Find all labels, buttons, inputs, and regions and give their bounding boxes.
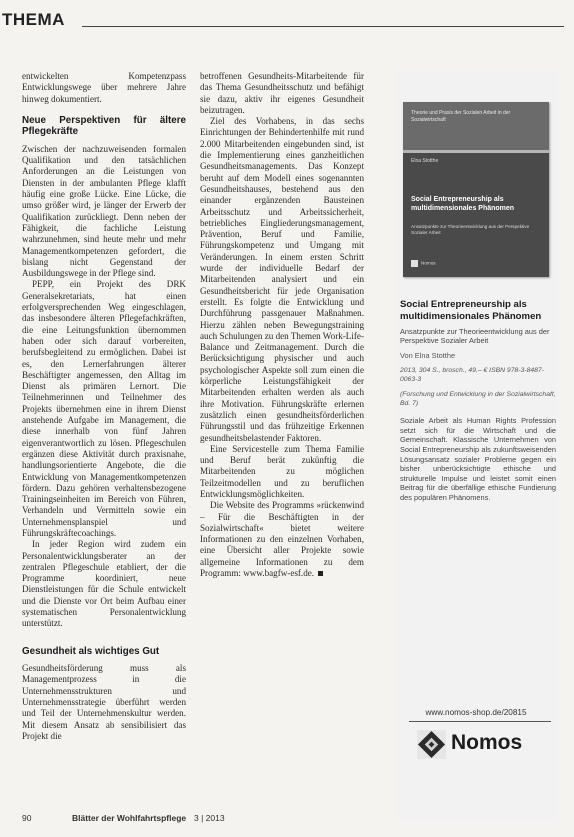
issue-number: 3 | 2013 (194, 813, 225, 823)
shop-link[interactable]: www.nomos-shop.de/20815 (425, 708, 527, 717)
end-mark-icon (318, 571, 323, 576)
paragraph: betroffenen Gesundheits-Mitarbeitende für das Thema Gesundheitsschutz und befähigt sie dazu, aktiv ihr eigenes Gesundheit beizutragen. (200, 71, 364, 115)
publisher-brand[interactable] (417, 728, 555, 762)
paragraph: PEPP, ein Projekt des DRK Generalsekretariats, hat einen erfolgversprechenden Weg eingeschlagen, das insbesondere älteren Pflegefachkräften, die eine Leitungsfunktion übernommen haben oder sich darauf vorbereiten, berufsbegleitend zu ermöglichen. Dabei ist es, den Lernerfahrungen älterer Beschäftigter angemessen, den Alltag im Dienst als primären Lernort. Die Teilnehmerinnen und Teilnehmer des Projekts übernehmen eine in ihrem Dienst anstehende Aufgabe im Management, die diese innerhalb von fünf Jahren eigenverantwortlich zu lösen. Pflegeschulen ergänzen diese Aktivität durch praxisnahe, handlungsorientierte Angebote, die die Entwicklung von Managementkompetenzen fördern. Dazu gehören verhaltensbezogene Trainingseinheiten im Bereich von Führen, Verhandeln und Vermitteln sowie ein Unternehmensplanspiel und Führungskräftecoachings. (22, 279, 186, 538)
paragraph: Ziel des Vorhabens, in das sechs Einrichtungen der Behindertenhilfe mit rund 2.000 Mitarbeitenden eingebunden sind, ist die Implementierung eines ganzheitlichen Gesundheitsmanagements. Das Konzept beruht auf dem Modell eines sogenannten Gesundheitshauses, bestehend aus den einander ergänzenden Bausteinen Arbeitsschutz und Arbeitssicherheit, betriebliches Eingliederungsmanagement, Prävention, Beruf und Familie, Führungskompetenz und Umgang mit Veränderungen. In einem ersten Schritt wurde der individuelle Bedarf der Mitarbeitenden analysiert und ein Gesundheitsbericht für jede Organisation erstellt. Es folgte die Entwicklung und Durchführung passgenauer Maßnahmen. Hierzu zählen neben Bewegungstraining auch Schulungen zu den Themen Work-Life-Balance und Zeitmanagement. Durch die Berücksichtigung physischer und auch psychologischer Aspekte soll zum einen die körperliche Leistungsfähigkeit der Mitarbeitenden erhalten werden als auch ihre Motivation. Führungskräfte erlernen zusätzlich einen gesundheitsförderlichen Führungsstil und das frühzeitige Erkennen gesundheitsbelastender Faktoren. (200, 116, 364, 443)
heading-perspektiven: Neue Perspektiven für ältere Pflegekräfte (22, 114, 186, 138)
book-cover-author: Elna Stotthe (411, 158, 439, 164)
paragraph: Zwischen der nachzuweisenden formalen Qualifikation und den tatsächlichen Anforderungen an die Leistungen von Diensten in der ambulanten Pflege klafft häufig eine große Lücke. Eine Lücke, die umso größer wird, je länger der Erwerb der Qualifikation zurückliegt. Denn neben der Fähigkeit, die fachliche Leistung wahrzunehmen, sind heute mehr und mehr Managementkompetenzen gefordert, die bislang nicht Gegenstand der Ausbildungswege in der Pflege sind. (22, 143, 186, 279)
book-cover-title: Social Entrepreneurship als multidimensionales Phänomen (411, 196, 515, 212)
intro-paragraph: entwickelten Kompetenzpass Entwicklungswege über mehrere Jahre hinweg dokumentiert. (22, 71, 186, 104)
ad-book-description: Soziale Arbeit als Human Rights Profession setzt sich für die Wirtschaft und die Gemeinschaft. Klassische Unternehmen von Social Entrepreneurship als zukunftsweisenden Lösungsansatz sozialer Probleme gegen ein bisher unberücksichtigte ethische und strukturelle Impulse und leistet somit einen Beitrag für die überfällige ethische Fundierung des populären Phänomens. (400, 416, 556, 502)
ad-book-subtitle: Ansatzpunkte zur Theorieentwicklung aus der Perspektive Sozialer Arbeit (400, 327, 550, 346)
ad-book-series-note: (Forschung und Entwicklung in der Sozialwirtschaft, Bd. 7) (400, 391, 556, 408)
page-footer (22, 813, 562, 827)
ad-book-title: Social Entrepreneurship als multidimensionales Phänomen (400, 299, 542, 322)
book-advertisement[interactable] (395, 71, 557, 819)
paragraph: In jeder Region wird zudem ein Personalentwicklungsberater an der zentralen Pflegeschule etabliert, der die Programme koordiniert, neue Dienstleistungen für die Schule entwickelt und die Dienste vor Ort beim Aufbau einer systematischen Personalentwicklung unterstützt. (22, 539, 186, 629)
heading-gesundheit: Gesundheit als wichtiges Gut (22, 645, 160, 657)
paragraph: Eine Servicestelle zum Thema Familie und Beruf berät zukünftig die Mitarbeitenden zu möglichen Teilzeitmodellen und zu beruflichen Entwicklungsmöglichkeiten. (200, 443, 364, 499)
publisher-name: Nomos (451, 731, 523, 754)
paragraph-with-link (200, 500, 364, 579)
book-cover-divider (403, 150, 549, 153)
program-website-text: Die Website des Programms »rückenwind – Für die Beschäftigten in der Sozialwirtschaft« bietet weitere Informationen zu den einzelnen Vorhaben, eine Übersicht aller Projekte sowie allgemeine Informationen zu dem Programm: www.bagfw-esf.de. (200, 500, 364, 579)
ad-book-meta: 2013, 304 S., brosch., 49,– € ISBN 978-3-8487-0063-3 (400, 367, 544, 384)
book-cover[interactable] (403, 102, 549, 277)
book-series: Theorie und Praxis der Sozialen Arbeit in der Sozialwirtschaft (411, 110, 511, 123)
nomos-logo-icon (417, 730, 446, 759)
ad-divider (409, 721, 551, 722)
book-cover-subtitle: Ansatzpunkte zur Theorieentwicklung aus der Perspektive Sozialer Arbeit (411, 224, 530, 235)
section-title: THEMA (2, 10, 65, 29)
header-rule (82, 26, 564, 27)
page-header (0, 8, 574, 30)
paragraph: Gesundheitsförderung muss als Managementprozess in die Unternehmensstrukturen und Unternehmensstrategie überführt werden und Teil der Unternehmenskultur werden. Mit diesem Ansatz ab sensibilisiert das Projekt die (22, 663, 186, 741)
book-cover-publisher-name: Nomos (421, 260, 436, 266)
journal-name: Blätter der Wohlfahrtspflege (72, 813, 187, 823)
book-details (400, 299, 556, 503)
left-column (22, 71, 186, 742)
page-number: 90 (22, 813, 32, 823)
ad-book-author: Von Elna Stotthe (400, 350, 456, 360)
book-cover-top (403, 102, 549, 150)
book-cover-publisher (411, 260, 436, 267)
middle-column (200, 71, 364, 579)
publisher-logo-icon (411, 260, 418, 267)
